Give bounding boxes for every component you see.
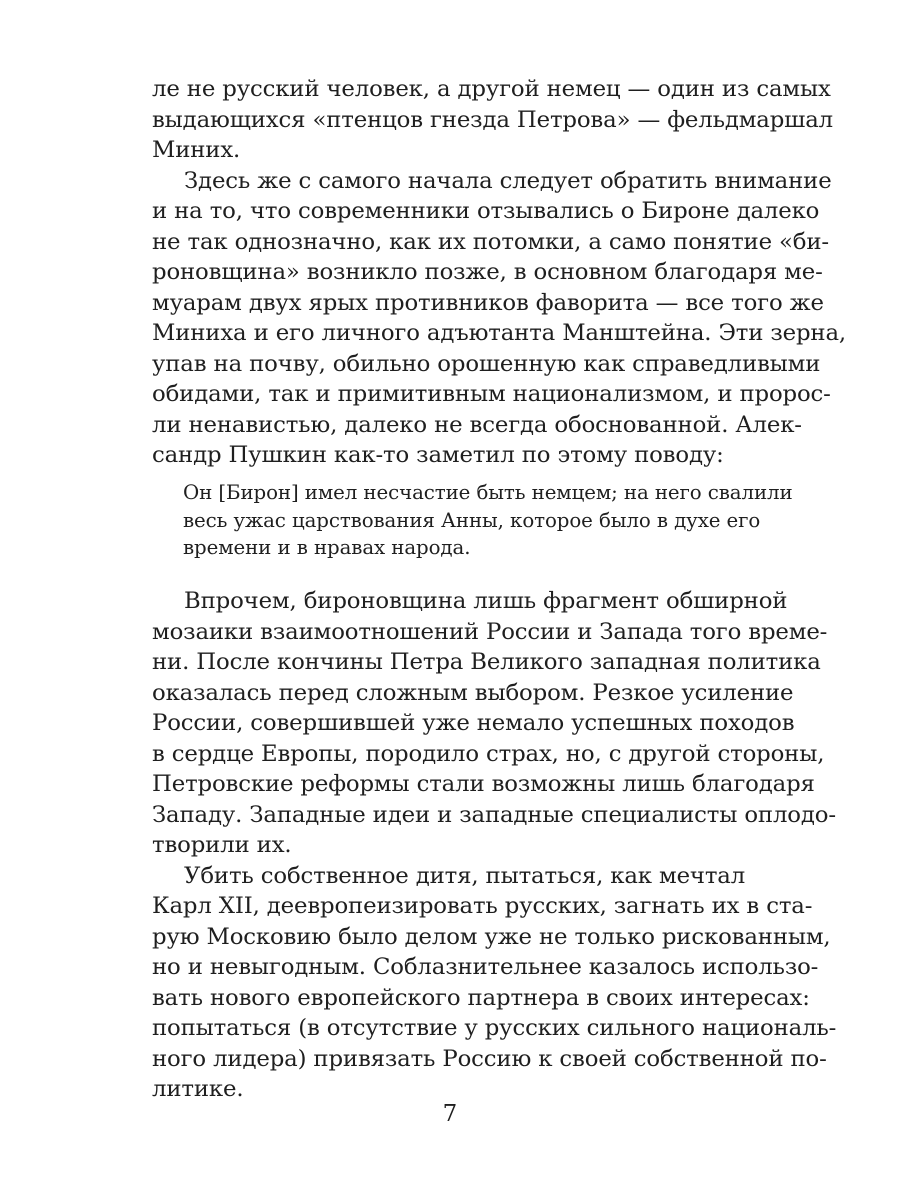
text-line: сандр Пушкин как-то заметил по этому поводу:	[152, 442, 724, 468]
text-line: роновщина» возникло позже, в основном благодаря ме-	[152, 259, 823, 285]
quote-line: весь ужас царствования Анны, которое было в духе его	[183, 508, 761, 532]
text-line: Убить собственное дитя, пытаться, как мечтал	[184, 862, 746, 889]
text-line: рую Московию было делом уже не только рискованным,	[152, 923, 831, 950]
text-line: Петровские реформы стали возможны лишь благодаря	[152, 771, 815, 797]
text-line: творили их.	[152, 832, 292, 858]
text-line: вать нового европейского партнера в своих интересах:	[152, 984, 810, 1011]
text-line: упав на почву, обильно орошенную как справедливыми	[152, 350, 821, 377]
main-text-block-1	[152, 74, 847, 471]
text-line: Карл XII, деевропеизировать русских, загнать их в ста-	[152, 893, 813, 919]
text-line: Миних.	[152, 137, 241, 163]
text-line: попытаться (в отсутствие у русских сильного националь-	[152, 1015, 837, 1041]
text-line: но и невыгодным. Соблазнительнее казалось использо-	[152, 954, 819, 980]
text-line: обидами, так и примитивным национализмом, и пророс-	[152, 381, 831, 407]
quote-line: времени и в нравах народа.	[183, 536, 471, 559]
text-line: ни. После кончины Петра Великого западная политика	[152, 649, 821, 675]
page-number: 7	[442, 1101, 458, 1127]
text-line: Впрочем, бироновщина лишь фрагмент обширной	[184, 588, 788, 614]
text-line: литике.	[152, 1076, 244, 1102]
text-line: не так однозначно, как их потомки, а само понятие «би-	[152, 228, 829, 255]
quote-line: Он [Бирон] имел несчастие быть немцем; на него свалили	[183, 481, 793, 504]
text-line: муарам двух ярых противников фаворита — все того же	[152, 289, 824, 316]
block-quote	[183, 479, 793, 562]
text-line: мозаики взаимоотношений России и Запада того време-	[152, 618, 828, 645]
text-line: Западу. Западные идеи и западные специалисты оплодо-	[152, 801, 836, 828]
text-line: Миниха и его личного адъютанта Манштейна. Эти зерна,	[152, 320, 847, 346]
text-line: ного лидера) привязать Россию к своей собственной по-	[152, 1045, 827, 1072]
text-line: в сердце Европы, породило страх, но, с другой стороны,	[152, 740, 825, 767]
text-line: Здесь же с самого начала следует обратить внимание	[184, 167, 832, 194]
text-line: и на то, что современники отзывались о Бироне далеко	[152, 198, 820, 224]
text-line: ле не русский человек, а другой немец — один из самых	[152, 76, 831, 102]
text-line: выдающихся «птенцов гнезда Петрова» — фельдмаршал	[152, 106, 833, 133]
text-line: России, совершившей уже немало успешных походов	[152, 710, 795, 736]
text-line: оказалась перед сложным выбором. Резкое усиление	[152, 679, 794, 706]
main-text-block-2	[152, 586, 837, 1105]
text-line: ли ненавистью, далеко не всегда обоснованной. Алек-	[152, 411, 802, 438]
